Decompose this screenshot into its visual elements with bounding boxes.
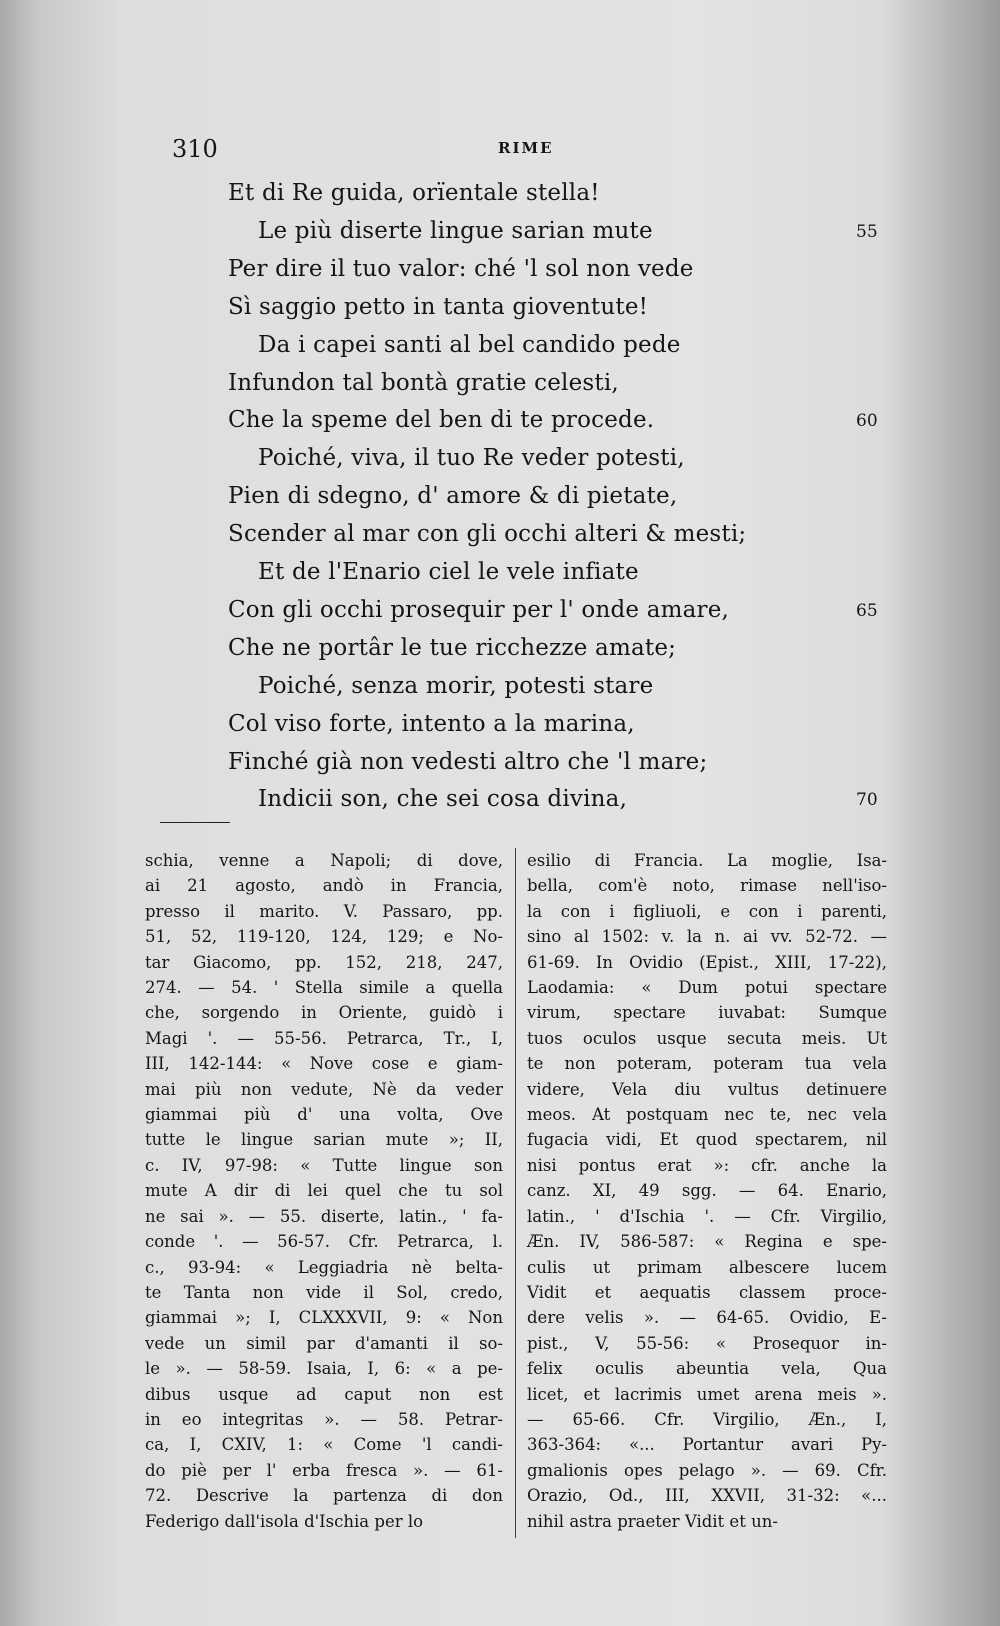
verse-text: Pien di sdegno, d' amore & di pietate,: [228, 483, 678, 510]
verse-text: Indicii son, che sei cosa divina,: [258, 786, 628, 813]
column-divider: [515, 848, 516, 1538]
commentary-line: ca, I, CXIV, 1: « Come 'l candi-: [145, 1435, 503, 1455]
verse-line: [0, 180, 1000, 218]
commentary-line: in eo integritas ». — 58. Petrar-: [145, 1409, 503, 1429]
verse-line: [0, 407, 1000, 445]
commentary-line: c. IV, 97-98: « Tutte lingue son: [145, 1155, 503, 1175]
line-number: 55: [856, 221, 878, 242]
verse-text: Finché già non vedesti altro che 'l mare;: [228, 748, 708, 775]
commentary-line: tutte le lingue sarian mute »; II,: [145, 1130, 503, 1150]
line-number: 65: [856, 600, 878, 621]
commentary-line: do piè per l' erba fresca ». — 61-: [145, 1460, 503, 1480]
verse-text: Infundon tal bontà gratie celesti,: [228, 369, 619, 396]
verse-line: [0, 445, 1000, 483]
verse-text: Le più diserte lingue sarian mute: [258, 217, 653, 244]
verse-line: [0, 559, 1000, 597]
commentary-line: schia, venne a Napoli; di dove,: [145, 851, 503, 870]
commentary-line: nisi pontus erat »: cfr. anche la: [527, 1155, 887, 1175]
verse-text: Poiché, viva, il tuo Re veder potesti,: [258, 445, 685, 472]
verse-line: [0, 673, 1000, 711]
running-head: RIME: [498, 139, 554, 157]
commentary-line: Vidit et aequatis classem proce-: [527, 1282, 887, 1302]
commentary-line: 51, 52, 119-120, 124, 129; e No-: [145, 927, 503, 947]
commentary-line: la con i figliuoli, e con i parenti,: [527, 901, 887, 921]
verse-text: Con gli occhi prosequir per l' onde amare,: [228, 596, 730, 623]
verse-text: Che ne portâr le tue ricchezze amate;: [228, 634, 677, 661]
commentary-line: dere velis ». — 64-65. Ovidio, E-: [527, 1308, 887, 1328]
commentary-line: esilio di Francia. La moglie, Isa-: [527, 851, 887, 870]
commentary-line: 72. Descrive la partenza di don: [145, 1486, 503, 1506]
verse-text: Sì saggio petto in tanta gioventute!: [228, 293, 649, 320]
verse-line: [0, 483, 1000, 521]
verse-text: Poiché, senza morir, potesti stare: [258, 672, 654, 699]
verse-line: [0, 711, 1000, 749]
commentary-line: meos. At postquam nec te, nec vela: [527, 1105, 887, 1125]
commentary-line: felix oculis abeuntia vela, Qua: [527, 1359, 887, 1379]
commentary-line: tar Giacomo, pp. 152, 218, 247,: [145, 952, 503, 972]
commentary-left-column: [145, 848, 503, 1534]
commentary-line: nihil astra praeter Vidit et un-: [527, 1511, 778, 1531]
commentary-line: gmalionis opes pelago ». — 69. Cfr.: [527, 1460, 887, 1480]
verse-text: Et de l'Enario ciel le vele infiate: [258, 559, 639, 585]
commentary-line: canz. XI, 49 sgg. — 64. Enario,: [527, 1181, 887, 1201]
commentary-line: videre, Vela diu vultus detinuere: [527, 1079, 887, 1099]
commentary-line: che, sorgendo in Oriente, guidò i: [145, 1003, 503, 1023]
verse-text: Da i capei santi al bel candido pede: [258, 331, 681, 358]
commentary-line: fugacia vidi, Et quod spectarem, nil: [527, 1130, 887, 1150]
verse-line: [0, 332, 1000, 370]
commentary-line: ai 21 agosto, andò in Francia,: [145, 876, 503, 896]
commentary-line: 274. — 54. ' Stella simile a quella: [145, 978, 503, 998]
page-header: [0, 135, 1000, 165]
commentary-line: conde '. — 56-57. Cfr. Petrarca, l.: [145, 1232, 503, 1252]
commentary-line: Æn. IV, 586-587: « Regina e spe-: [527, 1232, 887, 1252]
page-number: 310: [172, 135, 218, 163]
commentary-line: ne sai ». — 55. diserte, latin., ' fa-: [145, 1206, 503, 1226]
commentary-line: dibus usque ad caput non est: [145, 1384, 503, 1404]
verse-line: [0, 749, 1000, 787]
commentary-line: mute A dir di lei quel che tu sol: [145, 1181, 503, 1201]
commentary-line: 61-69. In Ovidio (Epist., XIII, 17-22),: [527, 952, 887, 972]
line-number: 70: [856, 790, 878, 811]
commentary-line: pist., V, 55-56: « Prosequor in-: [527, 1333, 887, 1353]
commentary-line: bella, com'è noto, rimase nell'iso-: [527, 876, 887, 896]
commentary-line: presso il marito. V. Passaro, pp.: [145, 901, 503, 921]
commentary-line: c., 93-94: « Leggiadria nè belta-: [145, 1257, 503, 1277]
line-number: 60: [856, 411, 878, 432]
commentary-line: Federigo dall'isola d'Ischia per lo: [145, 1511, 424, 1531]
commentary-line: mai più non vedute, Nè da veder: [145, 1079, 503, 1099]
verse-text: Per dire il tuo valor: ché 'l sol non vede: [228, 255, 694, 282]
verse-line: [0, 597, 1000, 635]
footnote-rule: [160, 822, 230, 823]
commentary-line: le ». — 58-59. Isaia, I, 6: « a pe-: [145, 1359, 503, 1379]
verse-text: Col viso forte, intento a la marina,: [228, 710, 635, 737]
commentary-line: sino al 1502: v. la n. ai vv. 52-72. —: [527, 927, 887, 947]
commentary-line: te Tanta non vide il Sol, credo,: [145, 1282, 503, 1302]
commentary-line: te non poteram, poteram tua vela: [527, 1054, 887, 1074]
verse-line: [0, 218, 1000, 256]
commentary-line: 363-364: «... Portantur avari Py-: [527, 1435, 887, 1455]
verse-text: Scender al mar con gli occhi alteri & mesti;: [228, 521, 747, 548]
verse-text: Et di Re guida, orïentale stella!: [228, 180, 600, 206]
commentary-right-column: [527, 848, 887, 1534]
commentary-line: culis ut primam albescere lucem: [527, 1257, 887, 1277]
commentary-line: giammai più d' una volta, Ove: [145, 1105, 503, 1125]
commentary-line: giammai »; I, CLXXXVII, 9: « Non: [145, 1308, 503, 1328]
commentary-line: Magi '. — 55-56. Petrarca, Tr., I,: [145, 1028, 503, 1048]
verse-line: [0, 370, 1000, 408]
verse-line: [0, 521, 1000, 559]
commentary-line: tuos oculos usque secuta meis. Ut: [527, 1028, 887, 1048]
commentary-line: III, 142-144: « Nove cose e giam-: [145, 1054, 503, 1074]
verse-line: [0, 786, 1000, 824]
commentary-line: vede un simil par d'amanti il so-: [145, 1333, 503, 1353]
verse-line: [0, 635, 1000, 673]
verse-text: Che la speme del ben di te procede.: [228, 407, 655, 434]
verse-line: [0, 294, 1000, 332]
commentary-line: — 65-66. Cfr. Virgilio, Æn., I,: [527, 1409, 887, 1429]
commentary-line: Laodamia: « Dum potui spectare: [527, 978, 887, 998]
verse-line: [0, 256, 1000, 294]
commentary-line: virum, spectare iuvabat: Sumque: [527, 1003, 887, 1023]
commentary-line: licet, et lacrimis umet arena meis ».: [527, 1384, 887, 1404]
commentary-line: Orazio, Od., III, XXVII, 31-32: «...: [527, 1486, 887, 1506]
commentary-line: latin., ' d'Ischia '. — Cfr. Virgilio,: [527, 1206, 887, 1226]
